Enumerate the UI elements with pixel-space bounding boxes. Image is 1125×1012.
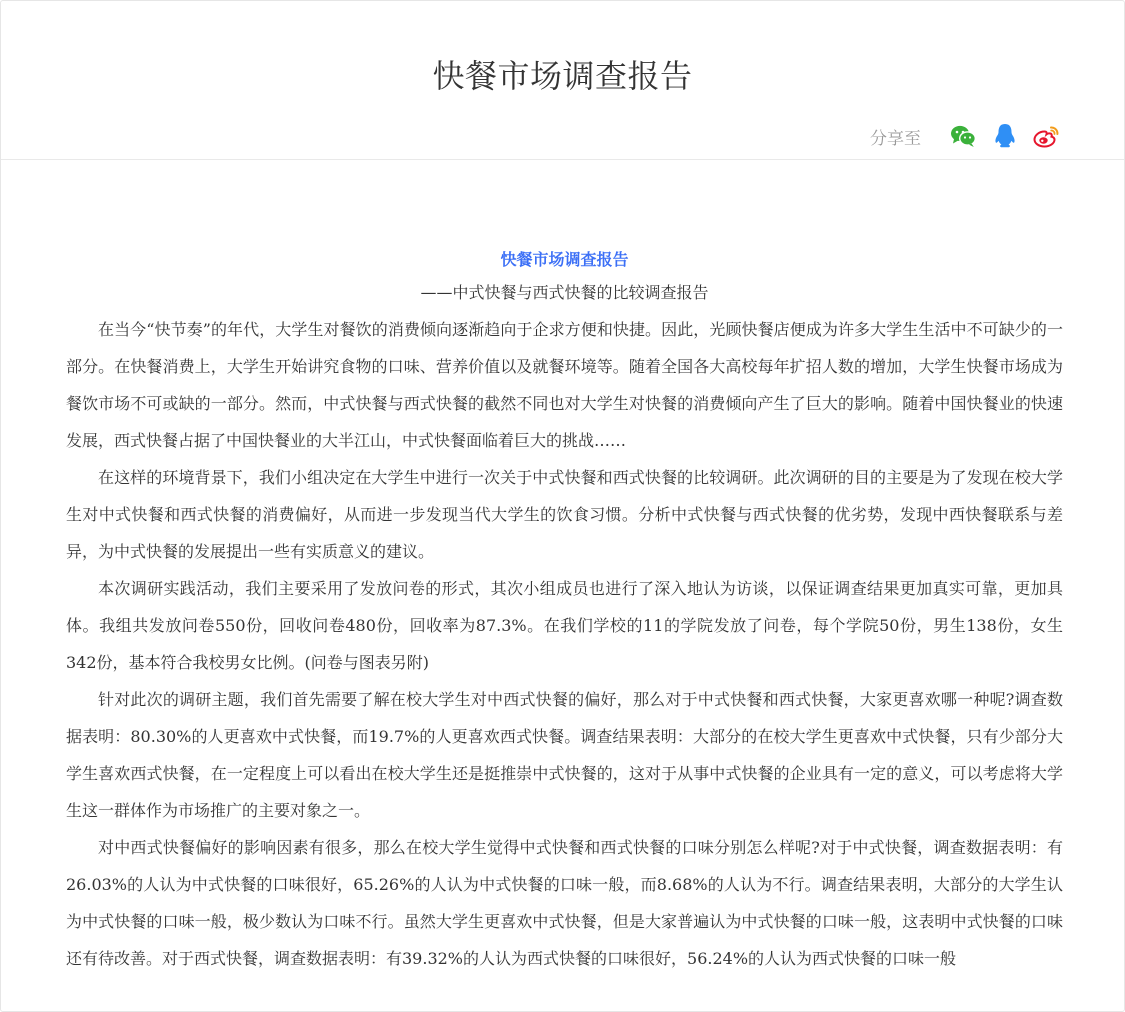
wechat-icon[interactable] bbox=[949, 122, 977, 150]
page-header bbox=[1, 1, 1124, 160]
paragraph: 本次调研实践活动，我们主要采用了发放问卷的形式，其次小组成员也进行了深入地认为访谈，以保证调查结果更加真实可靠，更加具体。我组共发放问卷550份，回收问卷480份，回收率为87.3%。在我们学校的11的学院发放了问卷，每个学院50份，男生138份，女生342份，基本符合我校男女比例。(问卷与图表另附) bbox=[66, 579, 1063, 672]
paragraph: 针对此次的调研主题，我们首先需要了解在校大学生对中西式快餐的偏好，那么对于中式快餐和西式快餐，大家更喜欢哪一种呢?调查数据表明：80.30%的人更喜欢中式快餐，而19.7%的人更喜欢西式快餐。调查结果表明：大部分的在校大学生更喜欢中式快餐，只有少部分大学生喜欢西式快餐，在一定程度上可以看出在校大学生还是挺推崇中式快餐的，这对于从事中式快餐的企业具有一定的意义，可以考虑将大学生这一群体作为市场推广的主要对象之一。 bbox=[66, 690, 1063, 820]
paragraph: 在这样的环境背景下，我们小组决定在大学生中进行一次关于中式快餐和西式快餐的比较调研。此次调研的目的主要是为了发现在校大学生对中式快餐和西式快餐的消费偏好，从而进一步发现当代大学生的饮食习惯。分析中式快餐与西式快餐的优劣势，发现中西快餐联系与差异，为中式快餐的发展提出一些有实质意义的建议。 bbox=[66, 468, 1063, 561]
share-bar bbox=[870, 121, 1061, 151]
paragraph: 在当今“快节奏”的年代，大学生对餐饮的消费倾向逐渐趋向于企求方便和快捷。因此，光顾快餐店便成为许多大学生生活中不可缺少的一部分。在快餐消费上，大学生开始讲究食物的口味、营养价值以及就餐环境等。随着全国各大高校每年扩招人数的增加，大学生快餐市场成为餐饮市场不可或缺的一部分。然而，中式快餐与西式快餐的截然不同也对大学生对快餐的消费倾向产生了巨大的影响。随着中国快餐业的快速发展，西式快餐占据了中国快餐业的大半江山，中式快餐面临着巨大的挑战…… bbox=[66, 320, 1063, 450]
qq-icon[interactable] bbox=[991, 122, 1019, 150]
article-body bbox=[66, 245, 1063, 977]
page-title: 快餐市场调查报告 bbox=[432, 57, 693, 95]
article-title: 快餐市场调查报告 bbox=[500, 250, 629, 269]
weibo-icon[interactable] bbox=[1033, 122, 1061, 150]
paragraph: 对中西式快餐偏好的影响因素有很多，那么在校大学生觉得中式快餐和西式快餐的口味分别怎么样呢?对于中式快餐，调查数据表明：有26.03%的人认为中式快餐的口味很好，65.26%的人认为中式快餐的口味一般，而8.68%的人认为不行。调查结果表明，大部分的大学生认为中式快餐的口味一般，极少数认为口味不行。虽然大学生更喜欢中式快餐，但是大家普遍认为中式快餐的口味一般，这表明中式快餐的口味还有待改善。对于西式快餐，调查数据表明：有39.32%的人认为西式快餐的口味很好，56.24%的人认为西式快餐的口味一般 bbox=[66, 838, 1063, 968]
article-subtitle: ——中式快餐与西式快餐的比较调查报告 bbox=[420, 283, 709, 302]
share-label: 分享至 bbox=[870, 128, 921, 149]
